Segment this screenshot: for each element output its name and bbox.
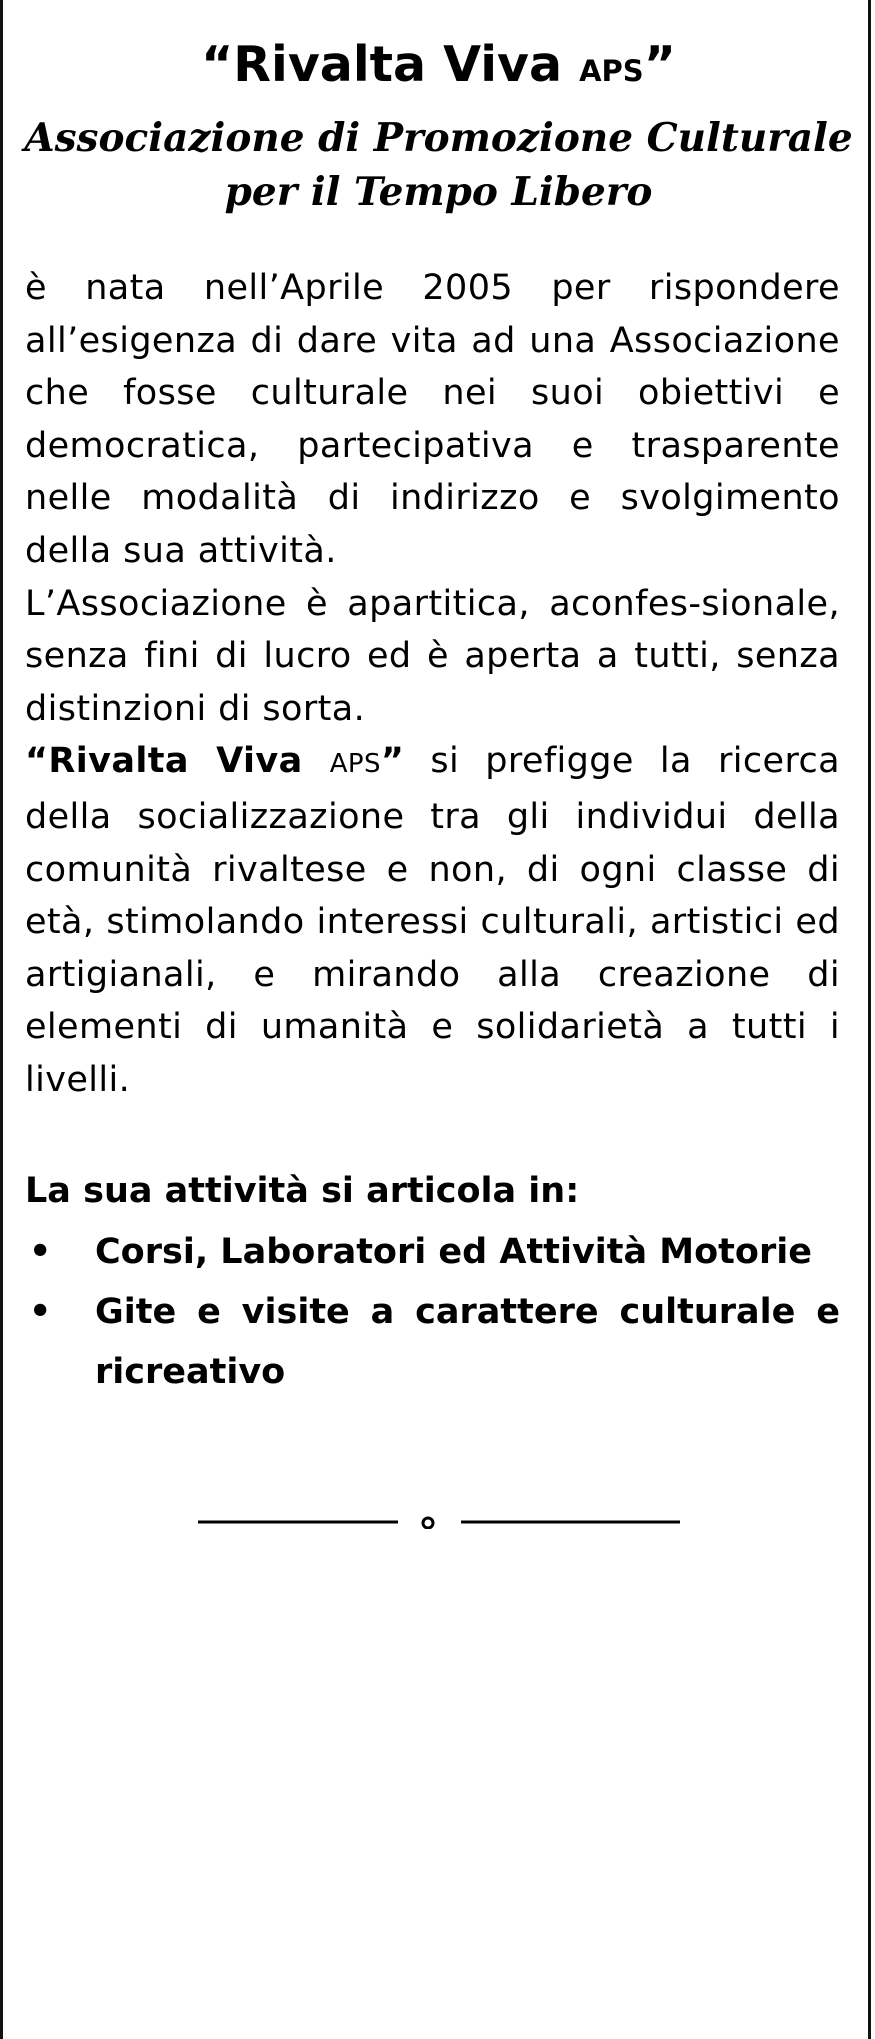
paragraph-goals xyxy=(25,735,840,1106)
paragraph-founding: è nata nell’Aprile 2005 per rispondere all’esigenza di dare vita ad una Associazione che fosse culturale nei suoi obiettivi e democratica, partecipativa e trasparente nelle modalità di indirizzo e svolgimento della sua attività. xyxy=(25,268,840,571)
list-item xyxy=(25,1282,840,1402)
association-name xyxy=(25,741,404,781)
subtitle-line-2: per il Tempo Libero xyxy=(224,169,653,215)
body-text xyxy=(25,262,840,1107)
association-name-close-quote: ” xyxy=(380,741,405,782)
association-name-text: “Rivalta Viva xyxy=(25,741,330,782)
list-item-label: Gite e visite a carattere culturale e ricreativo xyxy=(95,1292,840,1392)
association-name-aps: APS xyxy=(329,749,381,780)
paragraph-principles: L’Associazione è apartitica, aconfes-sionale, senza fini di lucro ed è aperta a tutti, senza distinzioni di sorta. xyxy=(25,583,840,729)
bullet-icon: • xyxy=(29,1292,52,1332)
goals-text: si prefigge la ricerca della socializzazione tra gli individui della comunità rivaltese e non, di ogni classe di età, stimolando interessi culturali, artistici ed artigianali, e mirando alla creazione di elementi di umanità e solidarietà a tutti i livelli. xyxy=(25,741,840,1100)
list-item xyxy=(25,1222,840,1282)
document-subtitle xyxy=(3,111,874,219)
document-title xyxy=(3,34,874,102)
title-aps: APS xyxy=(579,54,644,88)
title-name: Rivalta Viva xyxy=(233,36,580,93)
ornamental-divider xyxy=(198,1513,680,1529)
title-close-quote: ” xyxy=(643,36,676,93)
activities-list xyxy=(25,1222,840,1402)
activities-heading: La sua attività si articola in: xyxy=(25,1171,580,1211)
list-item-label: Corsi, Laboratori ed Attività Motorie xyxy=(95,1232,812,1272)
subtitle-line-1: Associazione di Promozione Culturale xyxy=(24,115,853,161)
bullet-icon: • xyxy=(29,1232,52,1272)
title-open-quote: “ xyxy=(201,36,234,93)
divider-circle-icon xyxy=(423,1518,433,1528)
